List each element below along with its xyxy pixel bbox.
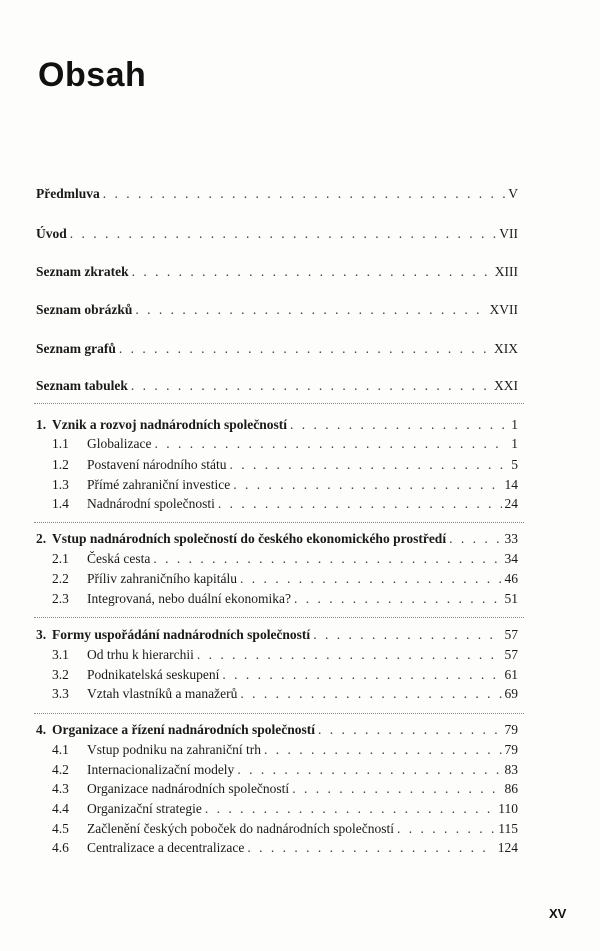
toc-section-4-4[interactable] [52,801,518,817]
toc-entry-label: Seznam tabulek [36,378,128,393]
leader-dots [240,686,501,702]
toc-section-2-1[interactable] [52,551,518,567]
section-page: 51 [504,591,518,606]
section-number: 2.3 [52,591,69,606]
section-label: Nadnárodní společnosti [87,496,215,511]
toc-entry-label: Předmluva [36,186,100,201]
leader-dots [131,378,491,394]
section-page: 124 [497,840,518,855]
section-divider [34,403,524,404]
chapter-label: Vznik a rozvoj nadnárodních společností [52,417,288,432]
leader-dots [218,496,502,512]
toc-chapter-2[interactable] [36,531,518,547]
toc-entry-label: Úvod [36,226,67,241]
chapter-number: 1. [36,417,47,432]
section-number: 3.1 [52,647,69,662]
chapter-label: Formy uspořádání nadnárodních společností [52,627,311,642]
toc-section-2-2[interactable] [52,571,518,587]
section-number: 1.1 [52,436,69,451]
section-page: 46 [504,571,518,586]
chapter-number: 4. [36,722,47,737]
section-page: 79 [504,742,518,757]
leader-dots [154,436,508,452]
toc-section-4-3[interactable] [52,781,518,797]
leader-dots [103,186,506,202]
section-number: 4.2 [52,762,69,777]
toc-entry-page: XXI [494,378,518,393]
toc-entry-page: XVII [489,302,518,317]
section-number: 4.4 [52,801,69,816]
section-label: Vztah vlastníků a manažerů [87,686,238,701]
section-label: Začlenění českých poboček do nadnárodních společností [87,821,395,836]
leader-dots [197,647,502,663]
leader-dots [397,821,495,837]
section-page: 1 [511,436,518,451]
toc-chapter-1[interactable] [36,417,518,433]
toc-entry-page: VII [499,226,518,241]
leader-dots [119,341,491,357]
leader-dots [294,591,502,607]
leader-dots [135,302,486,318]
toc-entry-seznam-grafu[interactable] [36,341,518,357]
section-page: 5 [511,457,518,472]
toc-section-3-3[interactable] [52,686,518,702]
section-page: 57 [504,647,518,662]
section-label: Přímé zahraniční investice [87,477,231,492]
section-number: 4.1 [52,742,69,757]
leader-dots [153,551,501,567]
section-label: Organizační strategie [87,801,202,816]
toc-entry-uvod[interactable] [36,226,518,242]
section-number: 3.3 [52,686,69,701]
chapter-label: Organizace a řízení nadnárodních společností [52,722,316,737]
toc-entry-seznam-tabulek[interactable] [36,378,518,394]
leader-dots [318,722,501,738]
toc-entry-label: Seznam zkratek [36,264,129,279]
toc-section-1-2[interactable] [52,457,518,473]
section-number: 4.3 [52,781,69,796]
section-page: 69 [504,686,518,701]
section-number: 3.2 [52,667,69,682]
leader-dots [132,264,492,280]
toc-section-4-1[interactable] [52,742,518,758]
toc-section-4-2[interactable] [52,762,518,778]
chapter-page: 79 [504,722,518,737]
section-number: 4.6 [52,840,69,855]
toc-entry-page: XIX [494,341,518,356]
section-page: 61 [504,667,518,682]
section-number: 2.2 [52,571,69,586]
leader-dots [290,417,508,433]
section-label: Organizace nadnárodních společností [87,781,290,796]
toc-entry-predmluva[interactable] [36,186,518,202]
toc-section-4-5[interactable] [52,821,518,837]
leader-dots [264,742,502,758]
leader-dots [449,531,501,547]
chapter-page: 57 [504,627,518,642]
section-page: 83 [504,762,518,777]
section-page: 115 [498,821,518,836]
section-label: Vstup podniku na zahraniční trh [87,742,261,757]
section-number: 2.1 [52,551,69,566]
leader-dots [237,762,501,778]
leader-dots [247,840,494,856]
toc-entry-label: Seznam grafů [36,341,116,356]
toc-section-3-2[interactable] [52,667,518,683]
toc-entry-seznam-obrazku[interactable] [36,302,518,318]
leader-dots [240,571,502,587]
section-divider [34,617,524,618]
section-number: 1.4 [52,496,69,511]
toc-chapter-4[interactable] [36,722,518,738]
toc-entry-page: XIII [494,264,518,279]
leader-dots [222,667,501,683]
section-divider [34,522,524,523]
section-label: Internacionalizační modely [87,762,235,777]
chapter-page: 1 [511,417,518,432]
toc-section-1-3[interactable] [52,477,518,493]
leader-dots [233,477,501,493]
leader-dots [70,226,496,242]
toc-entry-label: Seznam obrázků [36,302,133,317]
toc-entry-page: V [508,186,518,201]
leader-dots [229,457,508,473]
section-page: 86 [504,781,518,796]
toc-section-3-1[interactable] [52,647,518,663]
leader-dots [292,781,501,797]
chapter-label: Vstup nadnárodních společností do českého ekonomického prostředí [52,531,447,546]
section-label: Globalizace [87,436,152,451]
section-number: 4.5 [52,821,69,836]
chapter-number: 2. [36,531,47,546]
section-number: 1.3 [52,477,69,492]
section-page: 34 [504,551,518,566]
toc-section-4-6[interactable] [52,840,518,856]
section-page: 24 [504,496,518,511]
toc-section-1-1[interactable] [52,436,518,452]
toc-entry-seznam-zkratek[interactable] [36,264,518,280]
section-page: 14 [504,477,518,492]
chapter-page: 33 [504,531,518,546]
toc-section-2-3[interactable] [52,591,518,607]
section-label: Příliv zahraničního kapitálu [87,571,237,586]
section-number: 1.2 [52,457,69,472]
section-label: Integrovaná, nebo duální ekonomika? [87,591,291,606]
section-page: 110 [498,801,518,816]
toc-section-1-4[interactable] [52,496,518,512]
page-number: XV [549,906,567,921]
page-title: Obsah [38,56,147,94]
section-label: Od trhu k hierarchii [87,647,194,662]
toc-chapter-3[interactable] [36,627,518,643]
leader-dots [313,627,501,643]
chapter-number: 3. [36,627,47,642]
leader-dots [205,801,495,817]
section-label: Podnikatelská seskupení [87,667,220,682]
section-label: Postavení národního státu [87,457,227,472]
section-label: Centralizace a decentralizace [87,840,245,855]
section-divider [34,713,524,714]
section-label: Česká cesta [87,551,151,566]
